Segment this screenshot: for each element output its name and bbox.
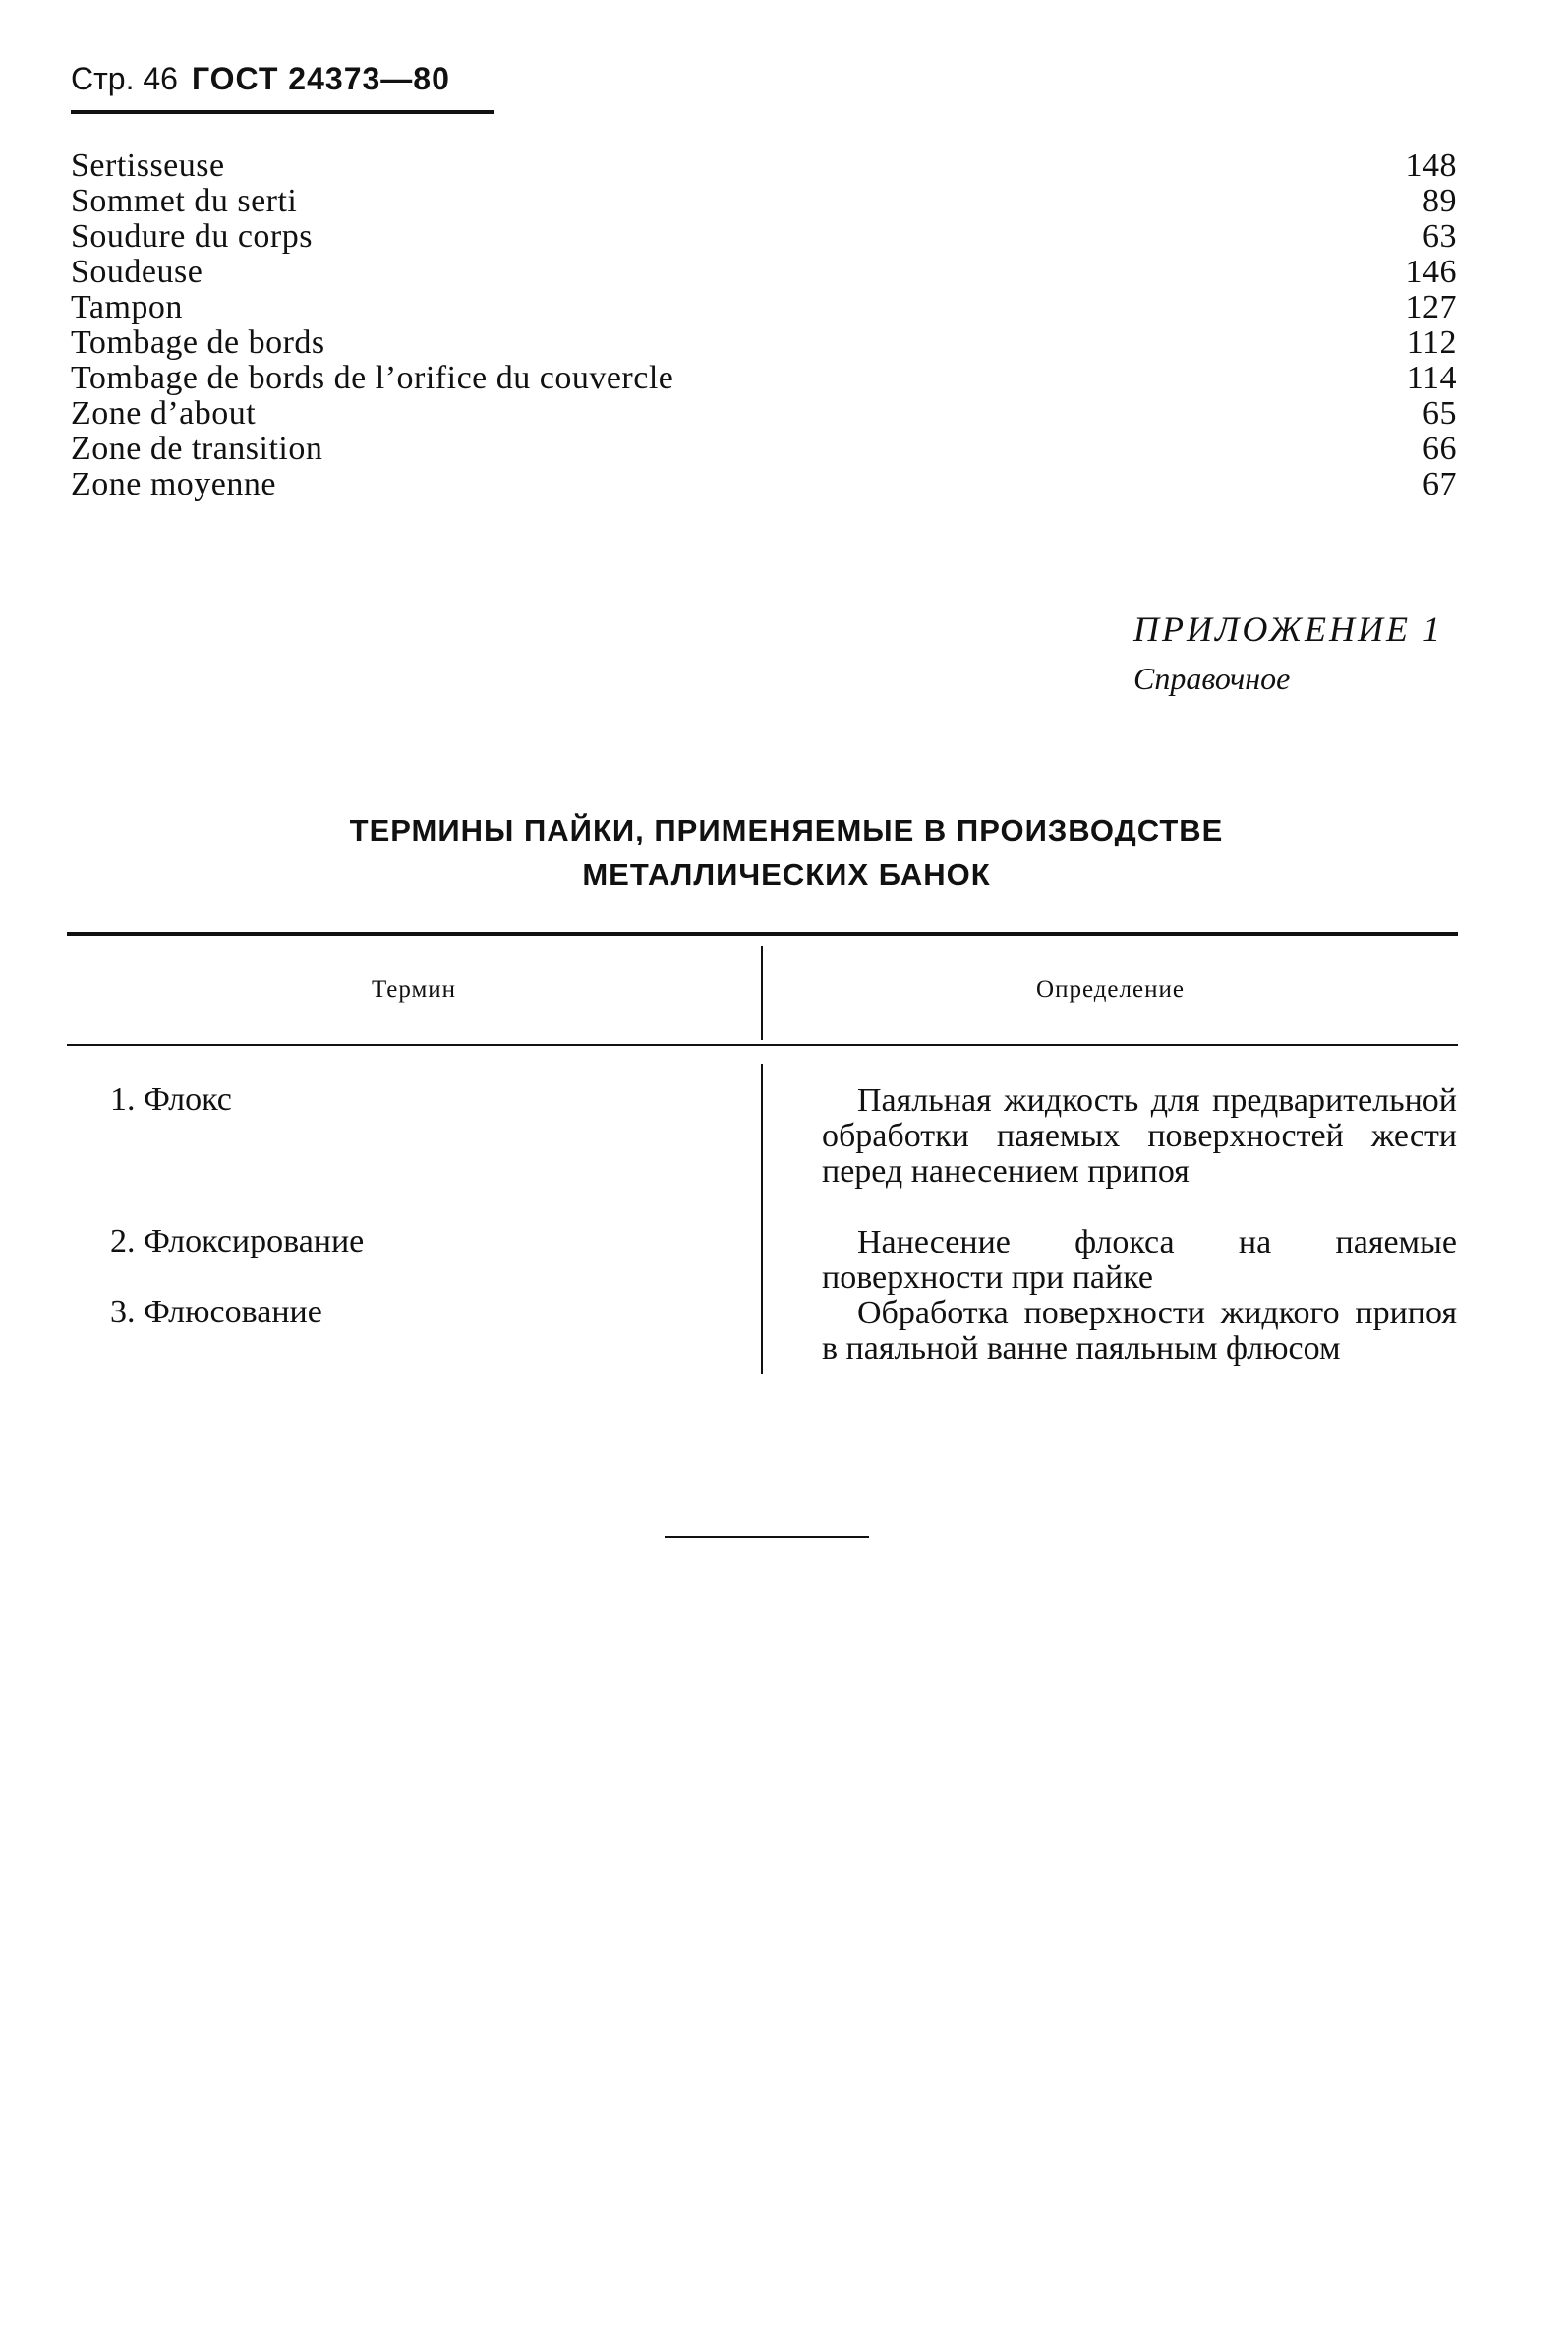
index-number: 146 <box>1405 254 1457 290</box>
alphabetical-index <box>71 148 1457 502</box>
section-title-line: ТЕРМИНЫ ПАЙКИ, ПРИМЕНЯЕМЫЕ В ПРОИЗВОДСТВЕ <box>349 813 1224 847</box>
section-title-line: МЕТАЛЛИЧЕСКИХ БАНОК <box>582 857 991 892</box>
index-term: Tampon <box>71 289 183 325</box>
index-term: Zone moyenne <box>71 466 276 502</box>
index-number: 112 <box>1406 324 1457 361</box>
definition-text: Нанесение флокса на паяемые поверхности при пайке <box>822 1224 1457 1296</box>
index-row <box>71 255 1457 290</box>
column-header-term: Термин <box>371 976 457 1003</box>
standard-number: ГОСТ 24373—80 <box>191 61 450 96</box>
table-row-definition <box>822 1296 1457 1367</box>
table-row-definition <box>822 1225 1457 1296</box>
index-row <box>71 467 1457 502</box>
terms-table <box>67 932 1458 1424</box>
appendix-title: ПРИЛОЖЕНИЕ 1 <box>1133 610 1443 649</box>
index-row <box>71 184 1457 219</box>
index-number: 67 <box>1423 466 1457 502</box>
index-term: Tombage de bords <box>71 324 325 361</box>
index-term: Soudure du corps <box>71 218 313 255</box>
index-number: 63 <box>1423 218 1457 255</box>
column-header-definition: Определение <box>1036 976 1185 1003</box>
index-row <box>71 148 1457 184</box>
section-title <box>147 808 1425 897</box>
index-term: Zone de transition <box>71 431 323 467</box>
page-reference: Стр. 46 <box>71 61 178 96</box>
index-row <box>71 432 1457 467</box>
index-term: Tombage de bords de l’orifice du couvercle <box>71 360 674 396</box>
table-row-term: 2. Флоксирование <box>110 1223 365 1259</box>
index-term: Sertisseuse <box>71 147 225 184</box>
header-rule <box>71 110 494 114</box>
table-row-term: 3. Флюсование <box>110 1294 322 1330</box>
column-divider <box>761 1064 763 1374</box>
index-number: 114 <box>1406 360 1457 396</box>
index-row <box>71 361 1457 396</box>
definition-text: Обработка поверхности жидкого припоя в паяльной ванне паяльным флюсом <box>822 1295 1457 1367</box>
running-header <box>71 57 494 116</box>
table-row-term: 1. Флокс <box>110 1081 232 1118</box>
index-row <box>71 325 1457 361</box>
index-term: Sommet du serti <box>71 183 298 219</box>
index-number: 66 <box>1423 431 1457 467</box>
index-term: Soudeuse <box>71 254 203 290</box>
index-number: 89 <box>1423 183 1457 219</box>
index-row <box>71 396 1457 432</box>
index-number: 65 <box>1423 395 1457 432</box>
index-row <box>71 219 1457 255</box>
index-number: 127 <box>1405 289 1457 325</box>
appendix-subtitle: Справочное <box>1133 661 1291 696</box>
end-rule <box>665 1536 869 1538</box>
index-row <box>71 290 1457 325</box>
index-term: Zone d’about <box>71 395 257 432</box>
definition-text: Паяльная жидкость для предварительной обработки паяемых поверхностей жести перед нанесением припоя <box>822 1082 1457 1190</box>
table-top-rule <box>67 932 1458 936</box>
appendix-heading <box>1133 606 1468 700</box>
header-bottom-rule <box>67 1044 1458 1046</box>
index-number: 148 <box>1405 147 1457 184</box>
table-row-definition <box>822 1083 1457 1190</box>
